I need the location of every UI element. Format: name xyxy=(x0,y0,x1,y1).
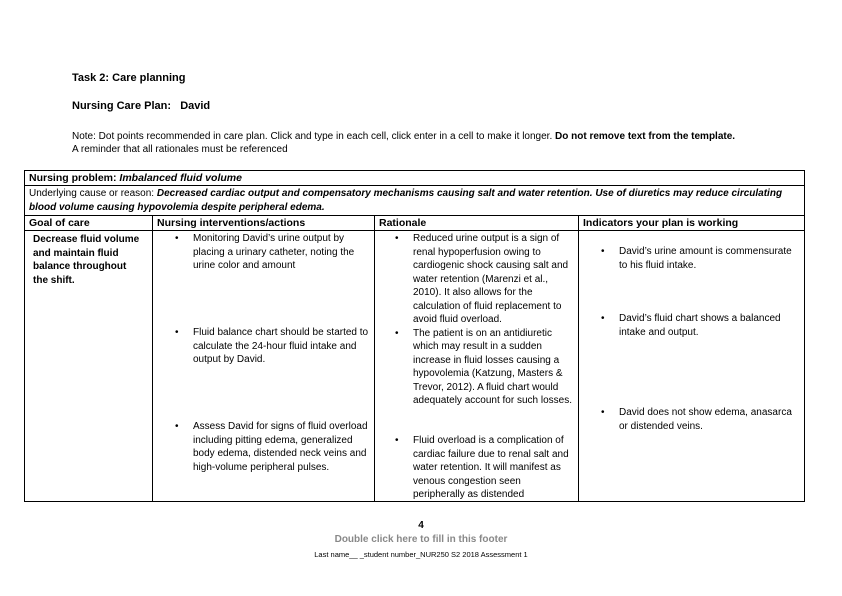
bullet-icon: • xyxy=(175,421,179,432)
goal-text: Decrease fluid volume and maintain fluid balance throughout the shift. xyxy=(33,234,140,286)
bullet-icon: • xyxy=(601,313,605,324)
list-item xyxy=(395,327,575,408)
indicator-text: David’s urine amount is commensurate to his fluid intake. xyxy=(619,246,792,271)
list-item xyxy=(601,406,799,433)
problem-label: Nursing problem: xyxy=(29,172,120,184)
column-header-indicators: Indicators your plan is working xyxy=(579,216,805,231)
note-bold-warning: Do not remove text from the template. xyxy=(555,131,736,142)
indicator-list-3 xyxy=(601,406,799,433)
note-text: Note: Dot points recommended in care plan. Click and type in each cell, click enter in a cell to make it longer. xyxy=(72,131,556,142)
cause-label: Underlying cause or reason: xyxy=(29,188,157,199)
rationale-text: The patient is on an antidiuretic which may result in a sudden increase in fluid losses causing a hypovolemia (Katzung, Masters & Trevor, 2012). A fluid chart would adequately account for such losses. xyxy=(413,327,572,406)
column-header-row xyxy=(25,216,805,231)
care-body-row xyxy=(25,231,805,502)
bullet-icon: • xyxy=(395,327,399,339)
indicator-list-1 xyxy=(601,245,799,272)
list-item xyxy=(601,312,799,339)
rationale-list-1 xyxy=(395,232,575,408)
bullet-icon: • xyxy=(175,327,179,338)
intervention-list-1 xyxy=(175,232,371,273)
instruction-note xyxy=(72,130,792,156)
list-item xyxy=(601,245,799,272)
rationale-text: Fluid overload is a complication of cardiac failure due to renal salt and water retention. It will manifest as venous congestion seen peripherally as distended xyxy=(413,435,569,500)
bullet-icon: • xyxy=(395,435,399,446)
task-heading: Task 2: Care planning xyxy=(72,72,186,84)
care-plan-title: Nursing Care Plan: David xyxy=(72,100,211,112)
problem-value: Imbalanced fluid volume xyxy=(119,172,242,184)
problem-cell[interactable] xyxy=(25,171,805,186)
intervention-text: Fluid balance chart should be started to calculate the 24-hour fluid intake and output by David. xyxy=(193,327,369,365)
goal-cell[interactable] xyxy=(25,231,153,502)
cause-cell[interactable] xyxy=(25,186,805,216)
bullet-icon: • xyxy=(601,407,605,418)
column-header-interventions: Nursing interventions/actions xyxy=(153,216,375,231)
footer-name-line: Last name__ _student number_NUR250 S2 2018 Assessment 1 xyxy=(314,550,528,559)
bullet-icon: • xyxy=(601,246,605,257)
list-item xyxy=(175,420,371,474)
bullet-icon: • xyxy=(395,233,399,244)
indicator-list-2 xyxy=(601,312,799,339)
reminder-text: A reminder that all rationales must be referenced xyxy=(72,144,288,155)
rationale-cell[interactable] xyxy=(375,231,579,502)
page-number: 4 xyxy=(418,520,424,531)
list-item xyxy=(395,434,575,502)
intervention-list-3 xyxy=(175,420,371,474)
bullet-icon: • xyxy=(175,233,179,244)
cause-value: Decreased cardiac output and compensatory mechanisms causing salt and water retention. Use of diuretics may reduce circulating blood volume causing hypovolemia despite peripheral edema. xyxy=(29,188,783,213)
indicator-text: David’s fluid chart shows a balanced intake and output. xyxy=(619,313,781,338)
list-item xyxy=(395,232,575,327)
indicator-text: David does not show edema, anasarca or distended veins. xyxy=(619,407,792,432)
footer-placeholder[interactable]: Double click here to fill in this footer xyxy=(334,534,508,545)
rationale-text: Reduced urine output is a sign of renal hypoperfusion owing to cardiogenic shock causing salt and water retention (Marenzi et al., 2010). It also allows for the calculation of fluid replacement to avoid fluid overload. xyxy=(413,233,569,325)
problem-row xyxy=(25,171,805,186)
column-header-rationale: Rationale xyxy=(375,216,579,231)
intervention-text: Assess David for signs of fluid overload including pitting edema, generalized body edema, distended neck veins and high-volume peripheral pulses. xyxy=(193,421,368,473)
indicators-cell[interactable] xyxy=(579,231,805,502)
list-item xyxy=(175,232,371,273)
interventions-cell[interactable] xyxy=(153,231,375,502)
intervention-list-2 xyxy=(175,326,371,367)
intervention-text: Monitoring David’s urine output by placing a urinary catheter, noting the urine color and amount xyxy=(193,233,355,271)
list-item xyxy=(175,326,371,367)
rationale-list-2 xyxy=(395,434,575,502)
cause-row xyxy=(25,186,805,216)
care-plan-table xyxy=(24,170,805,502)
column-header-goal: Goal of care xyxy=(25,216,153,231)
